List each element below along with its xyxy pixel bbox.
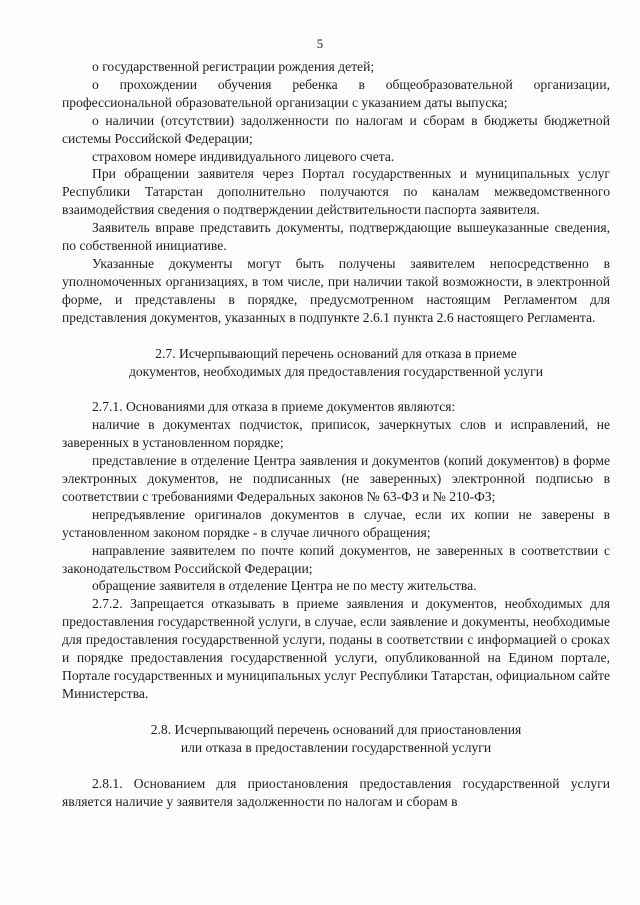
paragraph: непредъявление оригиналов документов в случае, если их копии не заверены в установленном законом порядке - в случае личного обращения; (62, 506, 610, 540)
document-body (62, 58, 610, 810)
paragraph: представление в отделение Центра заявления и документов (копий документов) в форме электронных документов, не подписанных (не заверенных) электронной подписью в соответствии с требованиями Федеральных законов № 63-ФЗ и № 210-ФЗ; (62, 453, 610, 504)
heading-line: 2.7. Исчерпывающий перечень оснований для отказа в приеме (155, 345, 517, 361)
section-heading-2-8 (62, 721, 610, 757)
paragraph: обращение заявителя в отделение Центра не по месту жительства. (92, 578, 477, 594)
paragraph: о прохождении обучения ребенка в общеобразовательной организации, профессиональной образовательной организации с указанием даты выпуска; (62, 76, 610, 110)
heading-line: 2.8. Исчерпывающий перечень оснований для приостановления (150, 721, 522, 737)
paragraph: 2.7.2. Запрещается отказывать в приеме заявления и документов, необходимых для предоставления государственной услуги, в случае, если заявление и документы, необходимые для предоставления государственной услуги, поданы в соответствии с информацией о сроках и порядке предоставления государственной услуги, опубликованной на Едином портале, Портале государственных и муниципальных услуг Республики Татарстан, официальном сайте Министерства. (62, 596, 610, 701)
paragraph: 2.7.1. Основаниями для отказа в приеме документов являются: (92, 399, 456, 415)
heading-line: документов, необходимых для предоставления государственной услуги (128, 363, 544, 379)
page-number: 5 (316, 36, 324, 51)
heading-line: или отказа в предоставлении государственной услуги (180, 739, 492, 755)
paragraph: 2.8.1. Основанием для приостановления предоставления государственной услуги является наличие у заявителя задолженности по налогам и сборам в (62, 775, 610, 809)
section-heading-2-7 (62, 345, 610, 381)
paragraph: При обращении заявителя через Портал государственных и муниципальных услуг Республики Татарстан дополнительно получаются по каналам межведомственного взаимодействия сведения о подтверждении действительности паспорта заявителя. (62, 166, 610, 218)
paragraph: Указанные документы могут быть получены заявителем непосредственно в уполномоченных организациях, в том числе, при наличии такой возможности, в электронной форме, и представлены в порядке, предусмотренном настоящим Регламентом для представления документов, указанных в подпункте 2.6.1 пункта 2.6 настоящего Регламента. (62, 255, 610, 325)
paragraph: Заявитель вправе представить документы, подтверждающие вышеуказанные сведения, по собственной инициативе. (62, 220, 610, 254)
paragraph: о государственной регистрации рождения детей; (92, 59, 375, 74)
paragraph: о наличии (отсутствии) задолженности по налогам и сборам в бюджеты бюджетной системы Российской Федерации; (62, 112, 610, 146)
paragraph: страховом номере индивидуального лицевого счета. (92, 148, 395, 164)
paragraph: направление заявителем по почте копий документов, не заверенных в соответствии с законодательством Российской Федерации; (62, 542, 610, 576)
paragraph: наличие в документах подчисток, приписок, зачеркнутых слов и исправлений, не заверенных в установленном порядке; (62, 417, 610, 451)
